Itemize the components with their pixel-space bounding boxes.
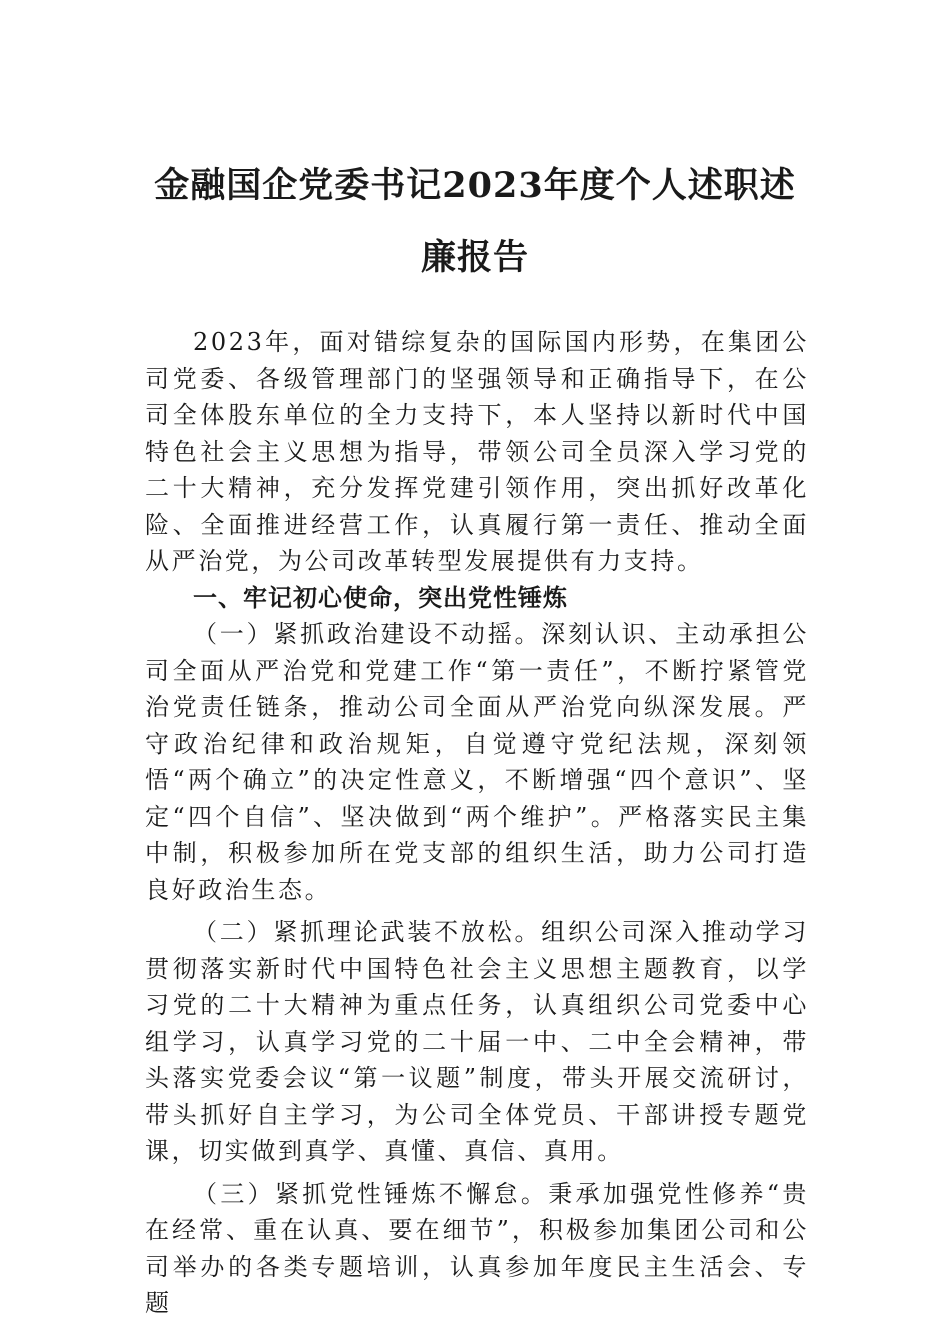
document-body [145,324,809,1322]
subsection-paragraph-3: （三）紧抓党性锤炼不懈怠。秉承加强党性修养“贵在经常、重在认真、要在细节”，积极参加集团公司和公司举办的各类专题培训，认真参加年度民主生活会、专题 [145,1179,809,1317]
subsection-paragraph-1: （一）紧抓政治建设不动摇。深刻认识、主动承担公司全面从严治党和党建工作“第一责任”，不断拧紧管党治党责任链条，推动公司全面从严治党向纵深发展。严守政治纪律和政治规矩，自觉遵守党纪法规，深刻领悟“两个确立”的决定性意义，不断增强“四个意识”、坚定“四个自信”、坚决做到“两个维护”。严格落实民主集中制，积极参加所在党支部的组织生活，助力公司打造良好政治生态。 [145,620,809,904]
intro-paragraph: 2023年，面对错综复杂的国际国内形势，在集团公司党委、各级管理部门的坚强领导和正确指导下，在公司全体股东单位的全力支持下，本人坚持以新时代中国特色社会主义思想为指导，带领公司全员深入学习党的二十大精神，充分发挥党建引领作用，突出抓好改革化险、全面推进经营工作，认真履行第一责任、推动全面从严治党，为公司改革转型发展提供有力支持。 [145,328,809,575]
subsection-paragraph-2: （二）紧抓理论武装不放松。组织公司深入推动学习贯彻落实新时代中国特色社会主义思想主题教育，以学习党的二十大精神为重点任务，认真组织公司党委中心组学习，认真学习党的二十届一中、二中全会精神，带头落实党委会议“第一议题”制度，带头开展交流研讨，带头抓好自主学习，为公司全体党员、干部讲授专题党课，切实做到真学、真懂、真信、真用。 [145,918,809,1165]
section-heading-1: 一、牢记初心使命，突出党性锤炼 [193,583,568,612]
document-title: 金融国企党委书记2023年度个人述职述廉报告 [154,165,796,278]
